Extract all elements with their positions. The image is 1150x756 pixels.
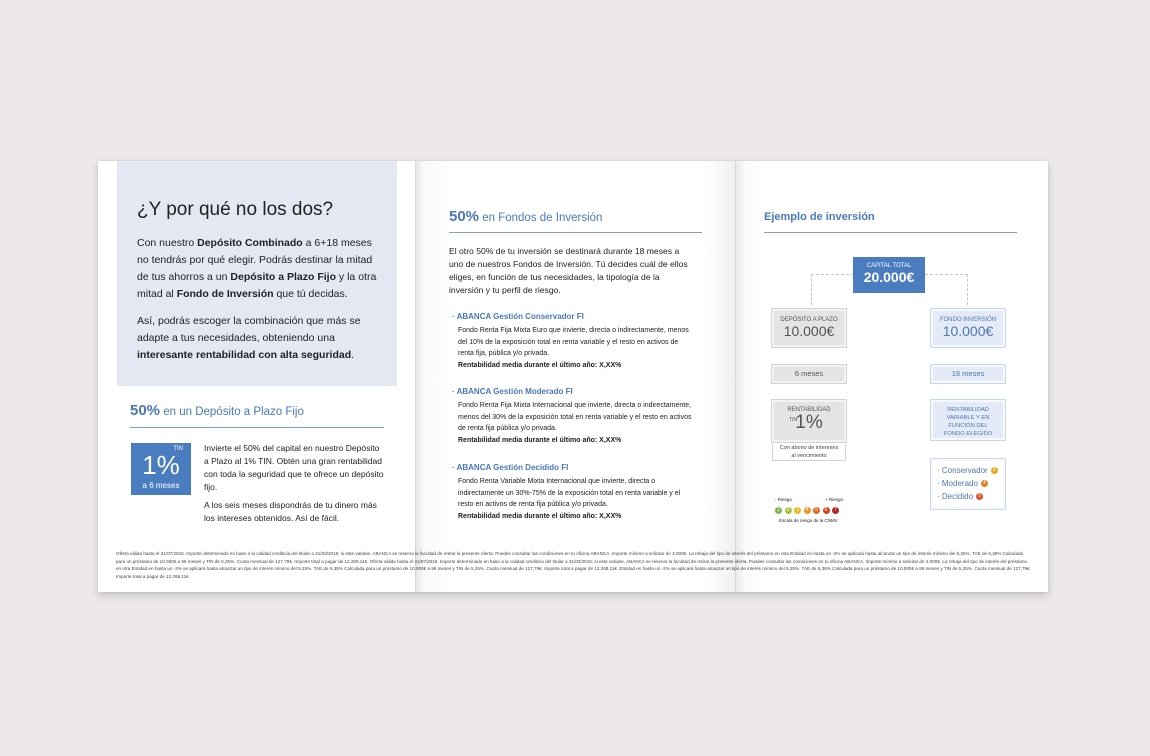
connector-left bbox=[811, 274, 854, 305]
risk-scale-caption: Escala de riesgo de la CNMV bbox=[779, 518, 838, 523]
deposit-section-heading bbox=[130, 402, 304, 419]
intro-box bbox=[117, 161, 397, 386]
capital-total-label: CAPITAL TOTAL bbox=[866, 263, 912, 269]
paragraph-text: . bbox=[351, 349, 355, 361]
cnmv-risk-scale bbox=[775, 497, 845, 527]
fund-item-moderado bbox=[452, 387, 692, 446]
risk-profile-label: · Moderado bbox=[937, 479, 978, 488]
risk-level-badge: 3 bbox=[991, 467, 998, 474]
fund-node-value: 10.000€ bbox=[942, 323, 994, 339]
deposit-section-rule bbox=[130, 427, 384, 428]
risk-scale-dot-4: 4 bbox=[804, 507, 811, 514]
fund-term-node: 18 meses bbox=[931, 365, 1005, 383]
fund-node-label: FONDO INVERSIÓN bbox=[939, 317, 997, 323]
fund-description: Fondo Renta Fija Mixta Euro que invierte, directa o indirectamente, menos del 10% de la exposición total en renta variable y el resto en activos de renta fija, pública y/o privada. bbox=[458, 327, 689, 357]
tin-badge-label: TIN bbox=[173, 446, 183, 452]
risk-scale-dot-6: 6 bbox=[823, 507, 830, 514]
left-panel bbox=[98, 161, 415, 592]
risk-profile-moderado bbox=[937, 477, 999, 490]
emphasis-text: Depósito a Plazo Fijo bbox=[230, 271, 337, 283]
risk-scale-dots bbox=[775, 507, 845, 515]
funds-section-rule bbox=[449, 232, 702, 233]
right-panel bbox=[735, 161, 1048, 592]
fund-node bbox=[931, 309, 1005, 347]
fund-item-decidido bbox=[452, 463, 692, 522]
funds-section-heading bbox=[449, 208, 602, 225]
fund-description: Fondo Renta Variable Mixta Internacional que invierte, directa o indirectamente un 30%-75% de la exposición total en renta variable y el resto en activos de renta fija pública y/o privada. bbox=[458, 478, 681, 508]
paragraph-text: a 6+18 meses no tendrás por qué elegir. Podrás destinar la mitad de tus ahorros a un bbox=[137, 237, 373, 283]
risk-scale-dot-3: 3 bbox=[794, 507, 801, 514]
tin-badge-value: 1% bbox=[142, 450, 180, 480]
fund-name: · ABANCA Gestión Decidido FI bbox=[452, 463, 569, 472]
risk-profile-conservador bbox=[937, 464, 999, 477]
paragraph-text: Con nuestro bbox=[137, 237, 198, 249]
risk-level-badge: 5 bbox=[976, 493, 983, 500]
legal-disclaimer: Oferta válida hasta el 31/07/2016. Importe determinado en base a la calidad crediticia del titular a 31/03/2016; si este variase, ABANCA se reserva la facultad de retirar la presente oferta. Puedes consultar las condiciones en tu oficina ABANCA. Importe mínimo a solicitar de 3.000€. La rebaja del tipo de interés del préstamo en otra Entidad en hasta un -2% se aplicará hasta alcanzar un tipo de interés mínimo del 5,25%. TAE de 5,38% Calculada para un préstamo de 10.000€ a 96 meses y TIN de 5,25%. Cuota mensual de 127,79€. Importe total a pagar de 12.268,11€. Oferta válida hasta el 31/07/2016. Importe determinado en base a la calidad crediticia del titular a 31/03/2016; si este variase, ABANCA se reserva la facultad de retirar la presente oferta. Puedes consultar las condiciones en tu oficina ABANCA. Importe mínimo a solicitar de 3.000€. La rebaja del tipo de interés del préstamo en otra Entidad en hasta un -2% se aplicará hasta alcanzar un tipo de interés mínimo del 5,25%. TAE de 5,38% Calculada para un préstamo de 10.000€ a 96 meses y TIN de 5,25%. Cuota mensual de 127,79€. Importe total a pagar de 12.268,11€. Entidad en hasta un -2% se aplicará hasta alcanzar un tipo de interés mínimo del 5,25%. TAE de 5,38% Calculada para un préstamo de 10.000€ a 96 meses y TIN de 5,25%. Cuota mensual de 127,79€. Importe total a pagar de 12.268,11€ bbox=[116, 551, 1031, 579]
paragraph-text: que tú decidas. bbox=[273, 288, 348, 300]
fund-performance: Rentabilidad media durante el último año: X,XX% bbox=[458, 361, 622, 369]
emphasis-text: interesante rentabilidad con alta seguridad bbox=[137, 349, 352, 361]
example-title-rule bbox=[764, 232, 1017, 233]
fold-line-1 bbox=[415, 161, 416, 592]
paragraph-text: Así, podrás escoger la combinación que más se adapte a tus necesidades, obteniendo una bbox=[137, 315, 361, 344]
risk-profile-label: · Conservador bbox=[937, 466, 988, 475]
middle-panel bbox=[415, 161, 735, 592]
capital-total-value: 20.000€ bbox=[863, 269, 915, 285]
deposit-return-label: RENTABILIDAD bbox=[787, 407, 831, 413]
risk-profile-box bbox=[931, 459, 1005, 509]
risk-scale-high: + Riesgo bbox=[825, 497, 843, 502]
deposit-description-2: A los seis meses dispondrás de tu dinero más los intereses obtenidos. Así de fácil. bbox=[204, 500, 377, 523]
paragraph-text: y la otra mitad al bbox=[137, 271, 377, 300]
intro-paragraph-2 bbox=[137, 313, 385, 364]
fund-performance: Rentabilidad media durante el último año: X,XX% bbox=[458, 512, 622, 520]
tin-badge bbox=[131, 443, 191, 495]
intro-paragraph-1 bbox=[137, 235, 385, 303]
deposit-description: Invierte el 50% del capital en nuestro Depósito a Plazo al 1% TIN. Obtén una gran rentabilidad con toda la seguridad que te ofrece un depósito fijo. bbox=[204, 443, 384, 492]
example-title: Ejemplo de inversión bbox=[764, 211, 875, 223]
intro-title: ¿Y por qué no los dos? bbox=[137, 199, 334, 220]
funds-section-text: en Fondos de Inversión bbox=[479, 212, 603, 224]
fund-description: Fondo Renta Fija Mixta Internacional que invierte, directa o indirectamente, menos del 30% de la exposición total en renta variable y el resto en activos de renta fija pública y/o privada. bbox=[458, 402, 692, 432]
emphasis-text: Fondo de Inversión bbox=[176, 288, 274, 300]
fund-name: · ABANCA Gestión Conservador FI bbox=[452, 312, 584, 321]
deposit-return-node bbox=[772, 400, 846, 442]
deposit-section-pct: 50% bbox=[130, 402, 161, 419]
deposit-node-value: 10.000€ bbox=[783, 323, 835, 339]
risk-profile-decidido bbox=[937, 490, 999, 503]
brochure bbox=[98, 161, 1048, 592]
deposit-return-rate bbox=[774, 413, 844, 431]
deposit-term-node: 6 meses bbox=[772, 365, 846, 383]
capital-total-node bbox=[853, 257, 925, 293]
deposit-return-tin: TIN bbox=[789, 417, 798, 423]
fund-name: · ABANCA Gestión Moderado FI bbox=[452, 387, 573, 396]
risk-level-badge: 4 bbox=[981, 480, 988, 487]
emphasis-text: Depósito Combinado bbox=[197, 237, 303, 249]
fund-performance: Rentabilidad media durante el último año: X,XX% bbox=[458, 436, 622, 444]
risk-profile-label: · Decidido bbox=[937, 492, 974, 501]
deposit-node-label: DEPÓSITO A PLAZO bbox=[780, 317, 838, 323]
connector-right bbox=[925, 274, 968, 305]
funds-section-pct: 50% bbox=[449, 208, 480, 225]
funds-intro: El otro 50% de tu inversión se destinará durante 18 meses a uno de nuestros Fondos de Inversión. Tú decides cuál de ellos eliges, en función de tus necesidades, la tipología de la inversión y tu perfil de riesgo. bbox=[449, 246, 688, 295]
variable-return-node: RENTABILIDAD VARIABLE Y EN FUNCIÓN DEL FONDO ELEGIDO bbox=[931, 400, 1005, 440]
deposit-node bbox=[772, 309, 846, 347]
deposit-return-value: 1% bbox=[795, 412, 823, 433]
deposit-section-text: en un Depósito a Plazo Fijo bbox=[160, 406, 304, 418]
fold-line-2 bbox=[735, 161, 736, 592]
fund-item-conservador bbox=[452, 312, 692, 371]
tin-badge-term: a 6 meses bbox=[142, 481, 180, 490]
deposit-return-note: Con abono de intereses al vencimiento bbox=[772, 444, 846, 461]
risk-scale-dot-2: 2 bbox=[785, 507, 792, 514]
risk-scale-dot-7: 7 bbox=[832, 507, 839, 514]
risk-scale-dot-5: 5 bbox=[813, 507, 820, 514]
risk-scale-low: - Riesgo bbox=[775, 497, 792, 502]
risk-scale-dot-1: 1 bbox=[775, 507, 782, 514]
